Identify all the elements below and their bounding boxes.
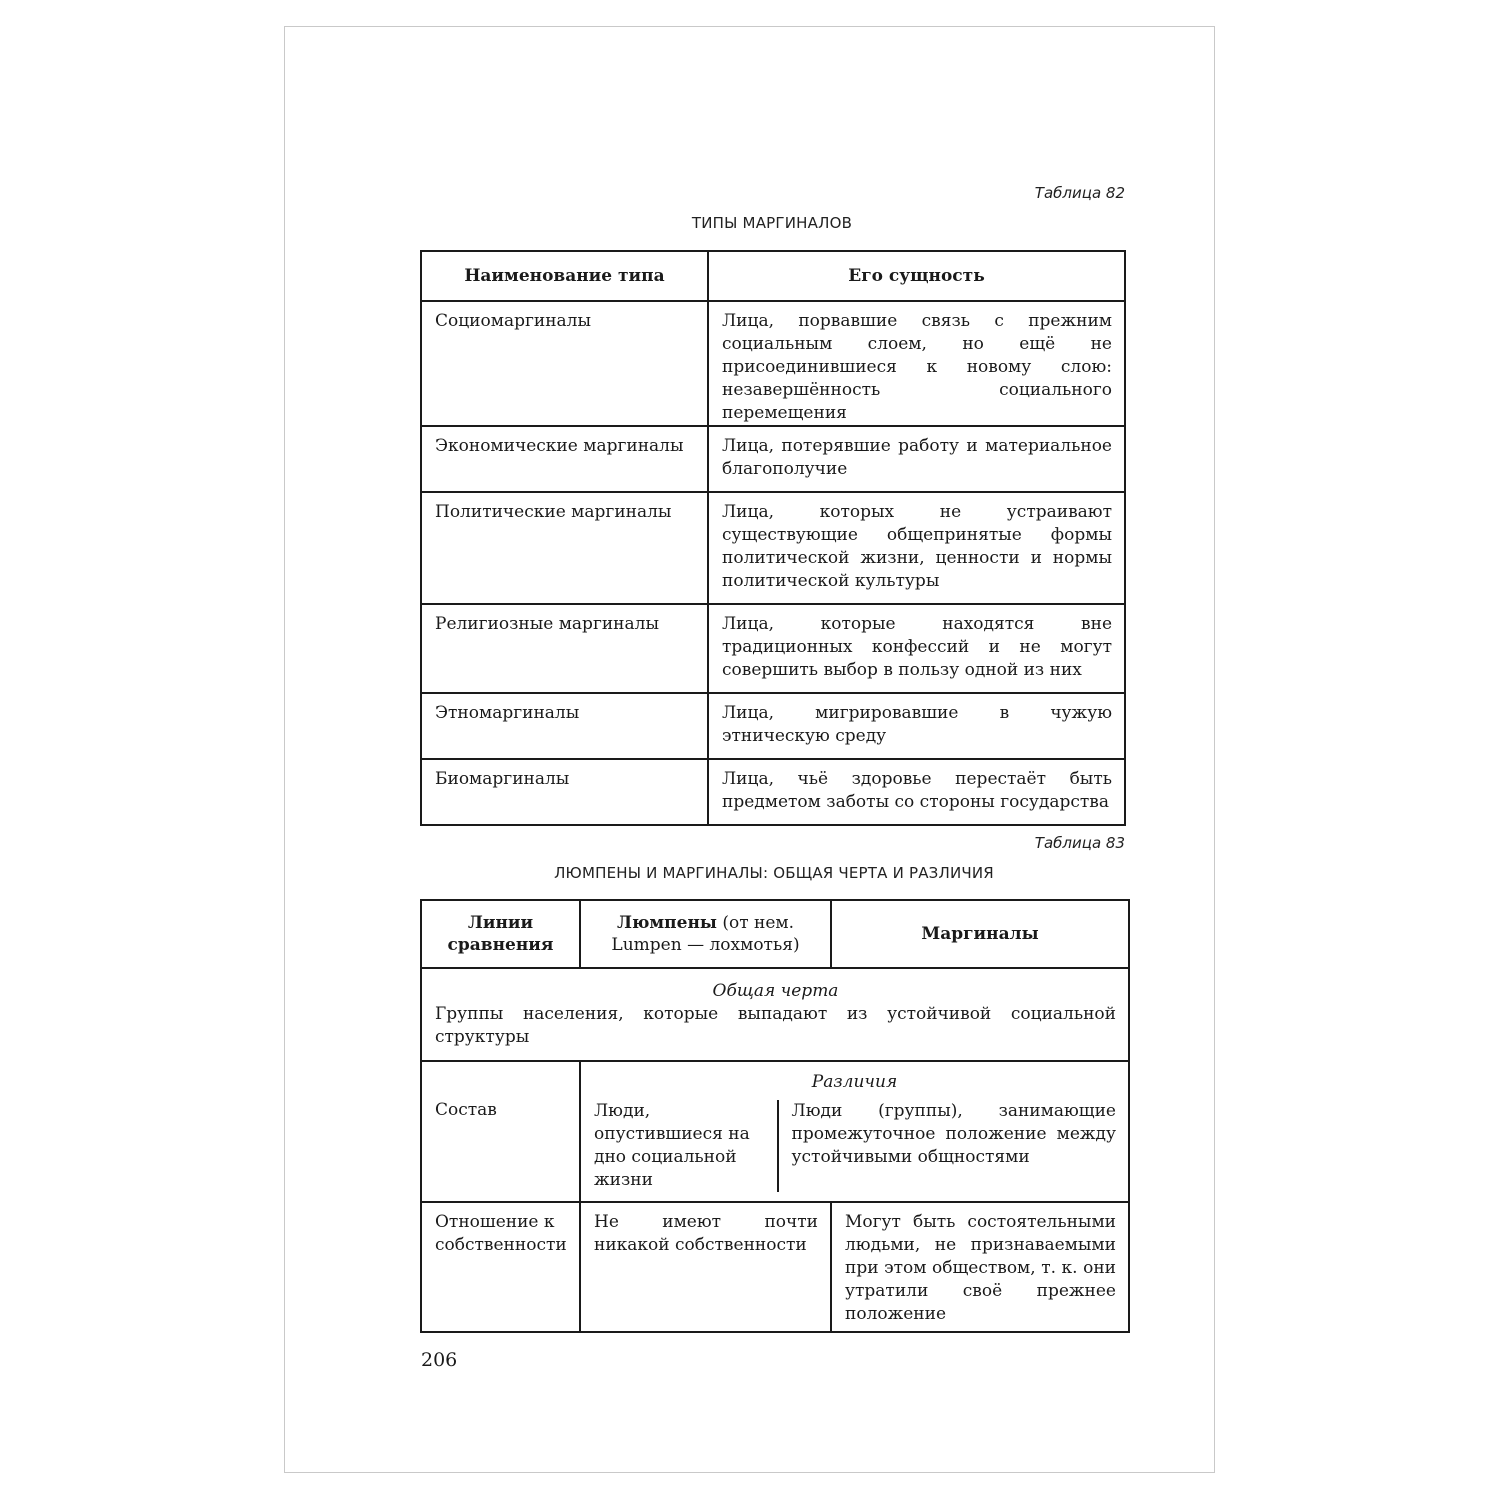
table-83-label: Таблица 83 bbox=[1034, 834, 1125, 852]
table-header-row bbox=[421, 251, 1125, 301]
common-trait-row bbox=[421, 968, 1129, 1061]
header-comparison-lines: Линии сравнения bbox=[421, 900, 580, 968]
essence-cell: Лица, которых не устраивают существующие общепринятые формы политической жизни, ценности и нормы политической культуры bbox=[708, 492, 1125, 604]
type-cell: Экономические маргиналы bbox=[421, 426, 708, 492]
page-number: 206 bbox=[421, 1349, 458, 1371]
table-82-title: ТИПЫ МАРГИНАЛОВ bbox=[691, 214, 853, 232]
type-cell: Политические маргиналы bbox=[421, 492, 708, 604]
lumpen-cell: Не имеют почти никакой собственности bbox=[580, 1202, 831, 1332]
marginals-cell: Могут быть состоятельными людьми, не признаваемыми при этом обществом, т. к. они утратили своё прежнее положение bbox=[831, 1202, 1129, 1332]
header-marginals: Маргиналы bbox=[831, 900, 1129, 968]
table-82-label: Таблица 82 bbox=[1034, 184, 1125, 202]
essence-cell: Лица, порвавшие связь с прежним социальным слоем, но ещё не присоединившиеся к новому слою: незавершённость социального перемещения bbox=[708, 301, 1125, 426]
table-83 bbox=[420, 899, 1130, 1333]
table-row bbox=[421, 693, 1125, 759]
header-type-name: Наименование типа bbox=[421, 251, 708, 301]
essence-cell: Лица, чьё здоровье перестаёт быть предметом заботы со стороны государства bbox=[708, 759, 1125, 825]
comparison-line-cell: Отношение к собственности bbox=[421, 1202, 580, 1332]
type-cell: Этномаргиналы bbox=[421, 693, 708, 759]
common-trait-heading: Общая черта bbox=[712, 981, 839, 1001]
table-83-title: ЛЮМПЕНЫ И МАРГИНАЛЫ: ОБЩАЯ ЧЕРТА И РАЗЛИЧИЯ bbox=[554, 864, 994, 882]
essence-cell: Лица, потерявшие работу и материальное благополучие bbox=[708, 426, 1125, 492]
table-row bbox=[421, 426, 1125, 492]
header-lumpen bbox=[580, 900, 831, 968]
table-row bbox=[421, 492, 1125, 604]
type-cell: Биомаргиналы bbox=[421, 759, 708, 825]
header-lumpen-bold: Люмпены bbox=[616, 913, 717, 933]
type-cell: Социомаргиналы bbox=[421, 301, 708, 426]
table-row bbox=[421, 759, 1125, 825]
table-row bbox=[421, 1061, 1129, 1202]
table-row bbox=[421, 1202, 1129, 1332]
lumpen-cell: Люди, опустившиеся на дно социальной жизни bbox=[594, 1101, 750, 1190]
common-trait-text: Группы населения, которые выпадают из устойчивой социальной структуры bbox=[435, 1004, 1116, 1047]
comparison-line-cell: Состав bbox=[421, 1061, 580, 1202]
header-lumpen-note: (от нем. Lumpen — лохмотья) bbox=[611, 913, 800, 955]
essence-cell: Лица, которые находятся вне традиционных конфессий и не могут совершить выбор в пользу одной из них bbox=[708, 604, 1125, 693]
differences-columns bbox=[581, 1094, 1128, 1192]
type-cell: Религиозные маргиналы bbox=[421, 604, 708, 693]
table-header-row bbox=[421, 900, 1129, 968]
differences-heading: Различия bbox=[811, 1072, 898, 1092]
table-82 bbox=[420, 250, 1126, 826]
marginals-cell: Люди (группы), занимающие промежуточное положение между устойчивыми общностями bbox=[777, 1100, 1128, 1192]
essence-cell: Лица, мигрировавшие в чужую этническую среду bbox=[708, 693, 1125, 759]
table-row bbox=[421, 604, 1125, 693]
table-row bbox=[421, 301, 1125, 426]
header-essence: Его сущность bbox=[708, 251, 1125, 301]
